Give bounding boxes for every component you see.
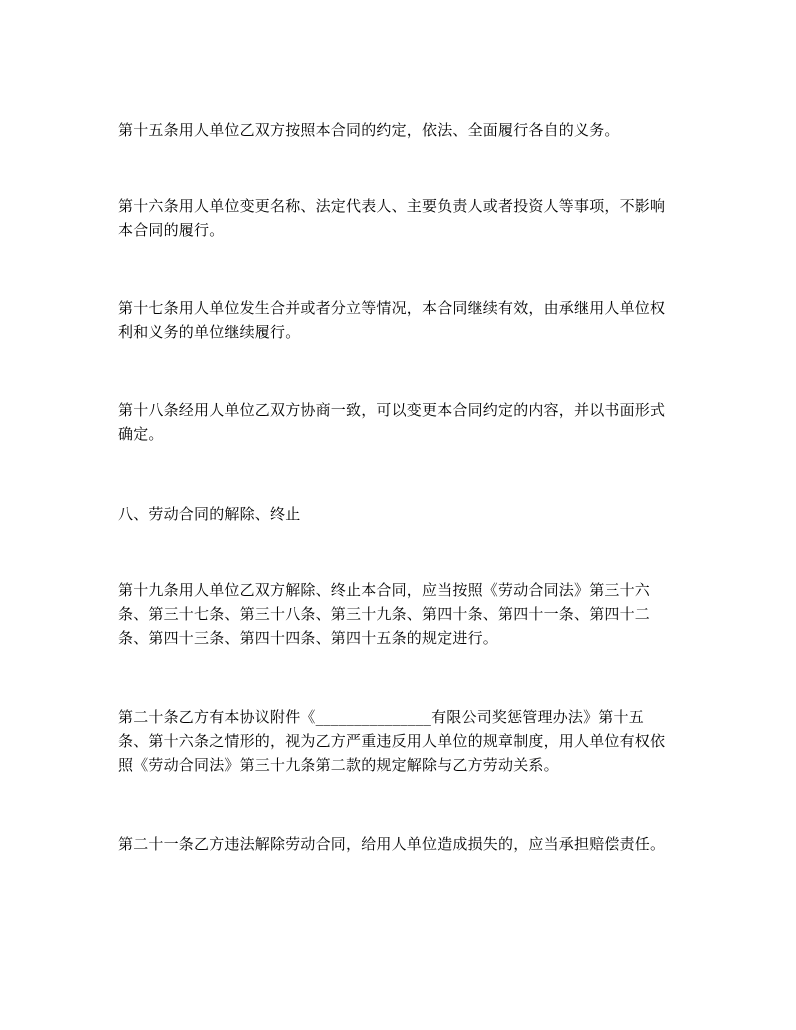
text-line: 本合同的履行。 (118, 221, 225, 239)
text-line: 八、劳动合同的解除、终止 (118, 505, 301, 523)
text-line: 条、第十六条之情形的，视为乙方严重违反用人单位的规章制度，用人单位有权依 (118, 732, 666, 750)
article-19-paragraph (118, 578, 683, 650)
section-8-heading (118, 502, 683, 526)
text-line: 第二十一条乙方违法解除劳动合同，给用人单位造成损失的，应当承担赔偿责任。 (118, 835, 666, 853)
article-18-paragraph (118, 398, 683, 446)
text-line: 第二十条乙方有本协议附件《_______________有限公司奖惩管理办法》第十五 (118, 708, 644, 726)
text-line: 第十八条经用人单位乙双方协商一致，可以变更本合同约定的内容，并以书面形式 (118, 401, 666, 419)
text-line: 确定。 (118, 425, 164, 443)
article-17-paragraph (118, 296, 683, 344)
article-21-paragraph (118, 832, 683, 856)
article-16-paragraph (118, 194, 683, 242)
text-line: 条、第四十三条、第四十四条、第四十五条的规定进行。 (118, 629, 499, 647)
text-line: 利和义务的单位继续履行。 (118, 323, 301, 341)
text-line: 第十五条用人单位乙双方按照本合同的约定，依法、全面履行各自的义务。 (118, 121, 620, 139)
text-line: 第十六条用人单位变更名称、法定代表人、主要负责人或者投资人等事项，不影响 (118, 197, 666, 215)
article-15-paragraph (118, 118, 683, 142)
article-20-paragraph (118, 705, 683, 777)
text-line: 第十七条用人单位发生合并或者分立等情况，本合同继续有效，由承继用人单位权 (118, 299, 666, 317)
text-line: 第十九条用人单位乙双方解除、终止本合同，应当按照《劳动合同法》第三十六 (118, 581, 651, 599)
text-line: 照《劳动合同法》第三十九条第二款的规定解除与乙方劳动关系。 (118, 756, 559, 774)
text-line: 条、第三十七条、第三十八条、第三十九条、第四十条、第四十一条、第四十二 (118, 605, 651, 623)
